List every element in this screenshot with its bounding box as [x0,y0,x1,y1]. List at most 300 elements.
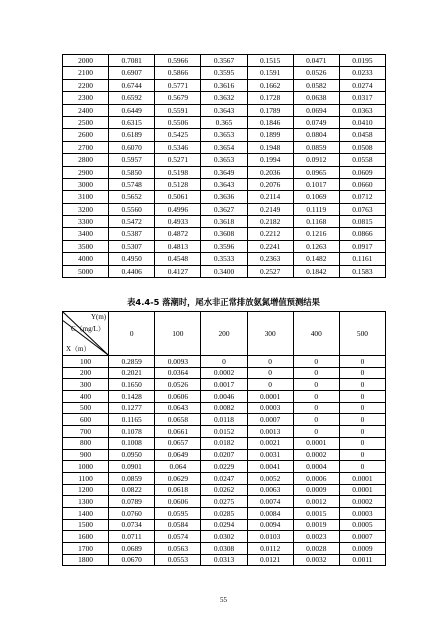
table-cell: 0.4406 [109,265,155,277]
table-cell: 0.5771 [155,79,201,91]
row-label-cell: 600 [63,414,109,426]
table-row [63,178,386,190]
table-cell: 0.0629 [155,472,201,484]
table-cell: 0.0638 [293,92,339,104]
table-row [63,472,386,484]
table-cell: 0.1591 [247,67,293,79]
table-cell: 0.3567 [201,55,247,67]
table-cell: 0.0694 [293,104,339,116]
table-cell: 0.1899 [247,129,293,141]
table-row [63,216,386,228]
table-cell: 0.1216 [293,228,339,240]
table-cell: 0.5866 [155,67,201,79]
table-cell: 0.0285 [201,507,247,519]
table-cell: 0.1515 [247,55,293,67]
table-cell: 0.0584 [155,519,201,531]
row-label-cell: 1800 [63,554,109,566]
table-cell: 0.1263 [293,240,339,252]
table-cell: 0.0002 [201,367,247,379]
table-cell: 0.0471 [293,55,339,67]
table-cell: 0.6189 [109,129,155,141]
table-cell: 0.0094 [247,519,293,531]
table-cell: 0.2859 [109,356,155,368]
table-cell: 0.0001 [339,472,385,484]
row-label-cell: 3500 [63,240,109,252]
table-cell: 0.0657 [155,437,201,449]
table-cell: 0.0001 [339,484,385,496]
table-cell: 0.0152 [201,426,247,438]
table-cell: 0.1168 [293,216,339,228]
row-label-cell: 1400 [63,507,109,519]
table-cell: 0 [293,391,339,403]
table-cell: 0.3636 [201,191,247,203]
table-cell: 0.5957 [109,154,155,166]
table-cell: 0.0017 [201,379,247,391]
header-c-label: C（mg/L） [71,325,105,333]
table-cell: 0.0670 [109,554,155,566]
table-cell: 0.0760 [109,507,155,519]
table-cell: 0.0609 [339,166,385,178]
header-row [63,312,386,356]
table-cell: 0.1482 [293,253,339,265]
table-cell: 0 [339,391,385,403]
table-cell: 0.0003 [247,402,293,414]
table-cell: 0.0001 [293,437,339,449]
table-row [63,449,386,461]
table-cell: 0.0912 [293,154,339,166]
row-label-cell: 1500 [63,519,109,531]
table-cell: 0.0313 [201,554,247,566]
table-cell: 0.0815 [339,216,385,228]
row-label-cell: 1000 [63,461,109,473]
table-cell: 0.0031 [247,449,293,461]
table-cell: 0 [293,414,339,426]
table-cell: 0.0229 [201,461,247,473]
table-cell: 0.0084 [247,507,293,519]
table-row [63,141,386,153]
table-cell: 0.1069 [293,191,339,203]
table-cell: 0 [293,356,339,368]
row-label-cell: 2400 [63,104,109,116]
table-cell: 0.1017 [293,178,339,190]
table-cell: 0.0308 [201,543,247,555]
table-cell: 0 [247,356,293,368]
table-cell: 0.3643 [201,178,247,190]
page-number: 55 [220,596,227,604]
table-cell: 0.0247 [201,472,247,484]
table-cell: 0.0901 [109,461,155,473]
table-cell: 0.0364 [155,367,201,379]
table-cell: 0.1161 [339,253,385,265]
table-cell: 0.6744 [109,79,155,91]
table-cell: 0.5679 [155,92,201,104]
table-row [63,265,386,277]
table-cell: 0 [293,426,339,438]
table-cell: 0.0789 [109,496,155,508]
table-cell: 0.1662 [247,79,293,91]
table-cell: 0.4933 [155,216,201,228]
row-label-cell: 500 [63,402,109,414]
table-cell: 0.0649 [155,449,201,461]
table-cell: 0.6907 [109,67,155,79]
table-cell: 0.0660 [339,178,385,190]
table-cell: 0.3400 [201,265,247,277]
table-cell: 0.0121 [247,554,293,566]
table-cell: 0.0595 [155,507,201,519]
table-cell: 0.2149 [247,203,293,215]
table-cell: 0.0866 [339,228,385,240]
table-cell: 0.0618 [155,484,201,496]
table-cell: 0.2076 [247,178,293,190]
table-cell: 0.4813 [155,240,201,252]
table-cell: 0.0582 [293,79,339,91]
table-cell: 0.0007 [247,414,293,426]
table-cell: 0.4127 [155,265,201,277]
table-cell: 0.0041 [247,461,293,473]
row-label-cell: 200 [63,367,109,379]
row-label-cell: 2700 [63,141,109,153]
table-cell: 0.0046 [201,391,247,403]
table-cell: 0.2212 [247,228,293,240]
table-cell: 0.0606 [155,496,201,508]
table-cell: 0.0093 [155,356,201,368]
table-cell: 0.0661 [155,426,201,438]
table-cell: 0.0013 [247,426,293,438]
table-cell: 0.0563 [155,543,201,555]
table-cell: 0.5387 [109,228,155,240]
column-header: 400 [293,312,339,356]
table-row [63,55,386,67]
table-cell: 0 [339,426,385,438]
table-cell: 0.0749 [293,116,339,128]
table-cell: 0.1119 [293,203,339,215]
row-label-cell: 2500 [63,116,109,128]
table-cell: 0.0195 [339,55,385,67]
table-cell: 0.0028 [293,543,339,555]
row-label-cell: 2600 [63,129,109,141]
table-cell: 0.0917 [339,240,385,252]
table-cell: 0.5346 [155,141,201,153]
table-row [63,240,386,252]
row-label-cell: 800 [63,437,109,449]
table-cell: 0.064 [155,461,201,473]
table-row [63,367,386,379]
table-row [63,507,386,519]
table-cell: 0.5198 [155,166,201,178]
table-cell: 0.0458 [339,129,385,141]
column-header: 0 [109,312,155,356]
table-cell: 0.2241 [247,240,293,252]
table-cell: 0.4872 [155,228,201,240]
table-cell: 0 [293,379,339,391]
table-cell: 0.0859 [293,141,339,153]
row-label-cell: 3100 [63,191,109,203]
table-cell: 0.0294 [201,519,247,531]
table-cell: 0.3632 [201,92,247,104]
table-cell: 0.1994 [247,154,293,166]
table-cell: 0 [339,437,385,449]
table-cell: 0.6070 [109,141,155,153]
table-cell: 0.0262 [201,484,247,496]
table-cell: 0.0363 [339,104,385,116]
table-cell: 0.3654 [201,141,247,153]
table-cell: 0.0002 [339,496,385,508]
row-label-cell: 300 [63,379,109,391]
table-row [63,79,386,91]
table-row [63,437,386,449]
table-cell: 0 [293,367,339,379]
table-cell: 0.0001 [247,391,293,403]
table-caption: 表4.4-5 落潮时，尾水非正常排放氨氮增值预测结果 [127,297,320,307]
prediction-table-header [63,312,386,356]
table-cell: 0.4950 [109,253,155,265]
table-cell: 0.0822 [109,484,155,496]
table-cell: 0.5966 [155,55,201,67]
table-cell: 0.0302 [201,531,247,543]
row-label-cell: 700 [63,426,109,438]
table-cell: 0.365 [201,116,247,128]
table-row [63,104,386,116]
table-cell: 0.0689 [109,543,155,555]
column-header: 100 [155,312,201,356]
table-continued [62,54,386,278]
table-cell: 0.0003 [339,507,385,519]
table-cell: 0.1948 [247,141,293,153]
table-cell: 0.0006 [293,472,339,484]
table-cell: 0.2114 [247,191,293,203]
table-cell: 0 [247,379,293,391]
table-row [63,461,386,473]
table-cell: 0.0009 [339,543,385,555]
table-cell: 0.0274 [339,79,385,91]
row-label-cell: 900 [63,449,109,461]
table-cell: 0.1650 [109,379,155,391]
table-row [63,554,386,566]
table-row [63,203,386,215]
row-label-cell: 2200 [63,79,109,91]
table-cell: 0.0007 [339,531,385,543]
row-label-cell: 2800 [63,154,109,166]
table-cell: 0 [339,449,385,461]
table-cell: 0.5271 [155,154,201,166]
column-header: 300 [247,312,293,356]
table-cell: 0 [339,461,385,473]
table-cell: 0 [293,402,339,414]
table-row [63,67,386,79]
table-cell: 0.6315 [109,116,155,128]
table-cell: 0.6449 [109,104,155,116]
table-cell: 0.0965 [293,166,339,178]
table-cell: 0.0182 [201,437,247,449]
row-label-cell: 1200 [63,484,109,496]
table-cell: 0.0734 [109,519,155,531]
table-cell: 0.0011 [339,554,385,566]
table-cell: 0.3653 [201,129,247,141]
table-cell: 0.5061 [155,191,201,203]
row-label-cell: 1300 [63,496,109,508]
table-cell: 0 [339,402,385,414]
row-label-cell: 1600 [63,531,109,543]
table-cell: 0.0004 [293,461,339,473]
table-row [63,129,386,141]
table-cell: 0.0082 [201,402,247,414]
table-cell: 0 [201,356,247,368]
table-cell: 0.5472 [109,216,155,228]
table-cell: 0.3608 [201,228,247,240]
table-cell: 0.0606 [155,391,201,403]
table-row [63,166,386,178]
table-cell: 0.1583 [339,265,385,277]
table-cell: 0.0804 [293,129,339,141]
table-cell: 0.5128 [155,178,201,190]
table-cell: 0.0074 [247,496,293,508]
row-label-cell: 100 [63,356,109,368]
table-row [63,426,386,438]
table-cell: 0.0410 [339,116,385,128]
table-cell: 0 [339,414,385,426]
table-cell: 0.0005 [339,519,385,531]
table-cell: 0.0021 [247,437,293,449]
table-row [63,531,386,543]
table-cell: 0.0019 [293,519,339,531]
row-label-cell: 3000 [63,178,109,190]
row-label-cell: 1100 [63,472,109,484]
table-row [63,154,386,166]
table-cell: 0.3618 [201,216,247,228]
row-label-cell: 3300 [63,216,109,228]
table-cell: 0.3533 [201,253,247,265]
table-continued-body [63,55,386,278]
column-header: 500 [339,312,385,356]
table-cell: 0.0711 [109,531,155,543]
column-header: 200 [201,312,247,356]
table-row [63,391,386,403]
table-cell: 0 [339,379,385,391]
table-cell: 0.1008 [109,437,155,449]
table-cell: 0.5652 [109,191,155,203]
table-row [63,228,386,240]
table-cell: 0.7081 [109,55,155,67]
table-cell: 0.2021 [109,367,155,379]
table-row [63,414,386,426]
row-label-cell: 2000 [63,55,109,67]
table-cell: 0.2527 [247,265,293,277]
table-cell: 0.0063 [247,484,293,496]
table-cell: 0.0012 [293,496,339,508]
table-row [63,191,386,203]
table-cell: 0.3596 [201,240,247,252]
table-cell: 0.0052 [247,472,293,484]
row-label-cell: 3400 [63,228,109,240]
table-cell: 0.0233 [339,67,385,79]
table-cell: 0.0658 [155,414,201,426]
table-cell: 0.5748 [109,178,155,190]
table-cell: 0.5425 [155,129,201,141]
table-cell: 0.0112 [247,543,293,555]
table-cell: 0.5850 [109,166,155,178]
table-cell: 0.0015 [293,507,339,519]
table-cell: 0.0508 [339,141,385,153]
table-cell: 0.5560 [109,203,155,215]
prediction-table-body [63,356,386,566]
table-row [63,543,386,555]
table-cell: 0.0558 [339,154,385,166]
table-cell: 0.0526 [155,379,201,391]
table-cell: 0.0207 [201,449,247,461]
table-cell: 0.1728 [247,92,293,104]
table-cell: 0 [339,356,385,368]
table-cell: 0.3595 [201,67,247,79]
table-row [63,484,386,496]
table-cell: 0.0763 [339,203,385,215]
table-cell: 0.1165 [109,414,155,426]
table-cell: 0.0950 [109,449,155,461]
table-cell: 0.3616 [201,79,247,91]
row-label-cell: 3200 [63,203,109,215]
table-cell: 0 [247,367,293,379]
table-cell: 0.5591 [155,104,201,116]
table-cell: 0.1277 [109,402,155,414]
table-cell: 0.0023 [293,531,339,543]
table-cell: 0.1078 [109,426,155,438]
table-row [63,496,386,508]
header-x-label: X（m） [66,345,91,353]
table-cell: 0.0032 [293,554,339,566]
table-row [63,92,386,104]
table-cell: 0.3649 [201,166,247,178]
table-cell: 0.3627 [201,203,247,215]
table-cell: 0.0275 [201,496,247,508]
row-label-cell: 2100 [63,67,109,79]
table-cell: 0.5506 [155,116,201,128]
table-cell: 0.2182 [247,216,293,228]
table-cell: 0.1846 [247,116,293,128]
table-cell: 0.0553 [155,554,201,566]
table-cell: 0.0317 [339,92,385,104]
row-label-cell: 2300 [63,92,109,104]
table-cell: 0.1842 [293,265,339,277]
table-cell: 0.0103 [247,531,293,543]
row-label-cell: 400 [63,391,109,403]
table-cell: 0.0526 [293,67,339,79]
table-cell: 0.4996 [155,203,201,215]
table-cell: 0.4548 [155,253,201,265]
table-cell: 0.6592 [109,92,155,104]
table-cell: 0 [339,367,385,379]
header-y-label: Y(m) [90,313,107,321]
table-cell: 0.0118 [201,414,247,426]
table-row [63,356,386,368]
table-cell: 0.1428 [109,391,155,403]
table-row [63,253,386,265]
table-row [63,402,386,414]
table-cell: 0.3653 [201,154,247,166]
table-cell: 0.5307 [109,240,155,252]
diagonal-header-cell [63,312,109,356]
table-cell: 0.1789 [247,104,293,116]
table-row [63,519,386,531]
table-cell: 0.0643 [155,402,201,414]
table-cell: 0.0009 [293,484,339,496]
table-cell: 0.0574 [155,531,201,543]
row-label-cell: 5000 [63,265,109,277]
table-cell: 0.2363 [247,253,293,265]
table-cell: 0.0712 [339,191,385,203]
row-label-cell: 1700 [63,543,109,555]
table-cell: 0.0002 [293,449,339,461]
prediction-table [62,311,386,566]
table-row [63,379,386,391]
